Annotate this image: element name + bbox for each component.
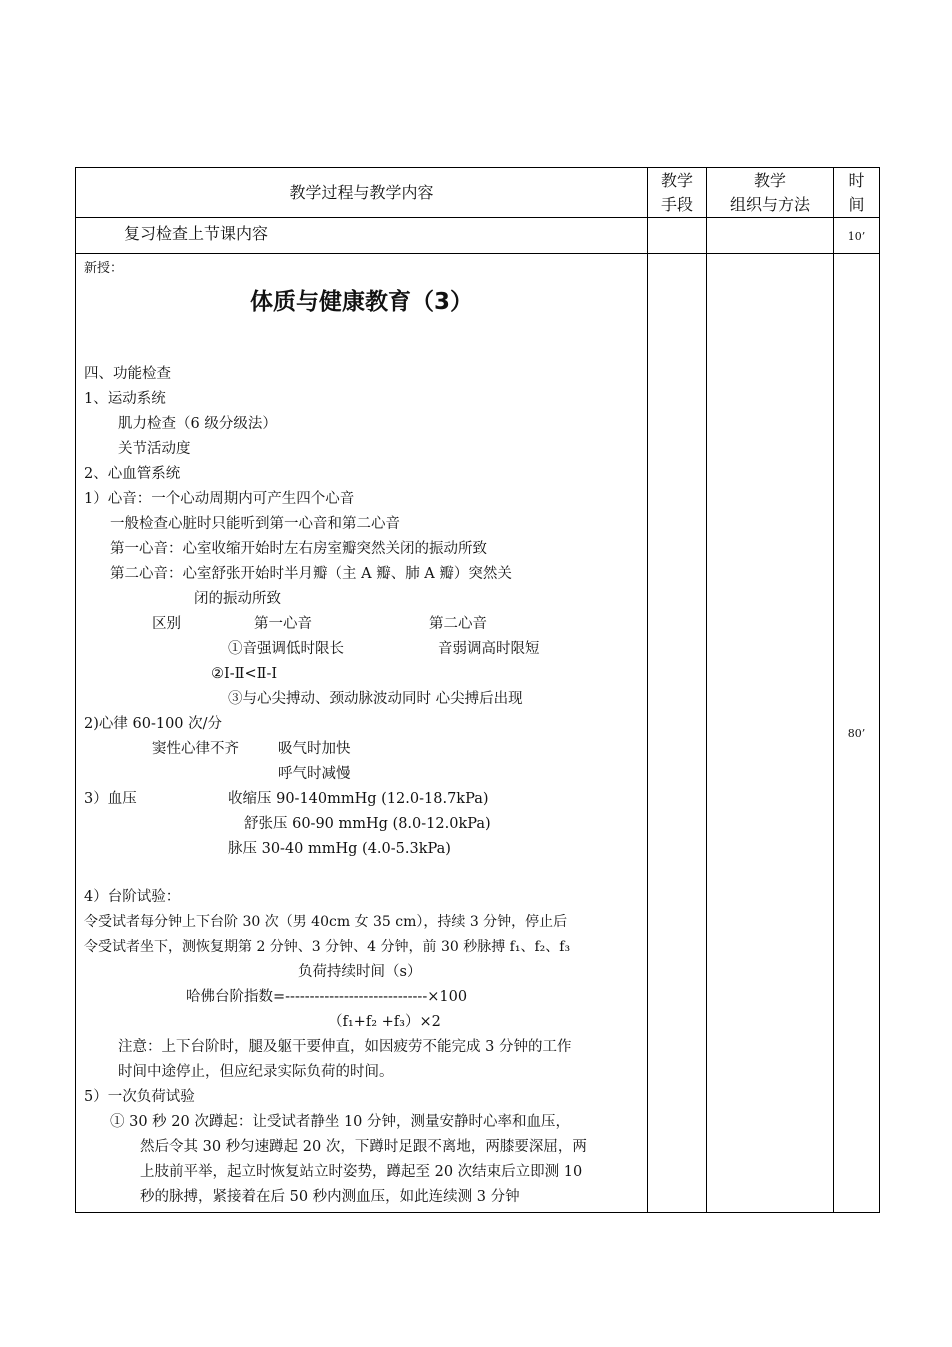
line-9: 闭的振动所致: [194, 591, 281, 607]
header-method: 教学 组织与方法: [707, 168, 834, 218]
line-19: 吸气时加快: [278, 741, 351, 757]
line-12: 第二心音: [429, 616, 487, 632]
line-34: ① 30 秒 20 次蹲起：让受试者静坐 10 分钟，测量安静时心率和血压，: [110, 1114, 571, 1130]
review-time-value: 10’: [847, 230, 866, 243]
review-method: [707, 218, 834, 254]
line-4: 2、心血管系统: [84, 466, 181, 482]
review-row: [76, 218, 880, 254]
line-29: 哈佛台阶指数=-----------------------------×100: [186, 989, 468, 1005]
line-10: 区别: [152, 616, 181, 632]
lesson-table: [75, 167, 880, 1213]
line-16: ③与心尖搏动、颈动脉波动同时 心尖搏后出现: [228, 691, 523, 707]
line-20: 呼气时减慢: [278, 766, 351, 782]
line-32: 时间中途停止，但应纪录实际负荷的时间。: [118, 1064, 394, 1080]
review-time: [834, 218, 880, 254]
line-31: 注意：上下台阶时，腿及躯干要伸直，如因疲劳不能完成 3 分钟的工作: [118, 1039, 572, 1055]
main-means: [648, 254, 707, 1213]
main-time: 80’: [834, 254, 880, 1213]
line-18: 窦性心律不齐: [152, 741, 239, 757]
header-row: [76, 168, 880, 218]
main-row: [76, 254, 880, 1213]
line-11: 第一心音: [254, 616, 312, 632]
line-28: 负荷持续时间（s）: [298, 964, 422, 980]
main-content-cell: [76, 254, 648, 1213]
line-17: 2)心律 60-100 次/分: [84, 716, 223, 732]
line-0: 四、功能检查: [84, 366, 171, 382]
line-6: 一般检查心脏时只能听到第一心音和第二心音: [110, 516, 400, 532]
header-content: 教学过程与教学内容: [76, 168, 648, 218]
line-27: 令受试者坐下，测恢复期第 2 分钟、3 分钟、4 分钟，前 30 秒脉搏 f₁、f₂、f₃: [84, 939, 571, 955]
line-33: 5）一次负荷试验: [84, 1089, 195, 1105]
line-8: 第二心音：心室舒张开始时半月瓣（主 A 瓣、肺 A 瓣）突然关: [110, 566, 512, 582]
lesson-title: 体质与健康教育（3）: [249, 289, 473, 315]
review-cell: [76, 218, 648, 254]
line-30: （f₁+f₂ +f₃）×2: [328, 1014, 441, 1030]
header-time: 时 间: [834, 168, 880, 218]
line-23: 舒张压 60-90 mmHg (8.0-12.0kPa): [244, 816, 491, 832]
header-means: 教学 手段: [648, 168, 707, 218]
line-26: 令受试者每分钟上下台阶 30 次（男 40cm 女 35 cm），持续 3 分钟，停止后: [84, 914, 568, 930]
review-text: 复习检查上节课内容: [124, 224, 269, 243]
line-3: 关节活动度: [118, 441, 191, 457]
line-14: 音弱调高时限短: [438, 641, 540, 657]
line-1: 1、运动系统: [84, 391, 166, 407]
line-22: 收缩压 90-140mmHg (12.0-18.7kPa): [228, 791, 489, 807]
line-36: 上肢前平举，起立时恢复站立时姿势，蹲起至 20 次结束后立即测 10: [140, 1164, 583, 1180]
main-content: [76, 254, 647, 1212]
line-25: 4）台阶试验：: [84, 889, 181, 905]
line-13: ①音强调低时限长: [228, 641, 344, 657]
line-37: 秒的脉搏，紧接着在后 50 秒内测血压，如此连续测 3 分钟: [140, 1189, 520, 1205]
main-method: [707, 254, 834, 1213]
line-5: 1）心音：一个心动周期内可产生四个心音: [84, 491, 355, 507]
review-means: [648, 218, 707, 254]
line-24: 脉压 30-40 mmHg (4.0-5.3kPa): [228, 841, 451, 857]
line-15: ②Ⅰ-Ⅱ<Ⅱ-Ⅰ: [211, 666, 278, 682]
line-2: 肌力检查（6 级分级法）: [118, 416, 277, 432]
line-7: 第一心音：心室收缩开始时左右房室瓣突然关闭的振动所致: [110, 541, 487, 557]
line-35: 然后令其 30 秒匀速蹲起 20 次，下蹲时足跟不离地，两膝要深屈，两: [140, 1139, 587, 1155]
line-21: 3）血压: [84, 791, 137, 807]
new-label: 新授：: [84, 261, 124, 276]
